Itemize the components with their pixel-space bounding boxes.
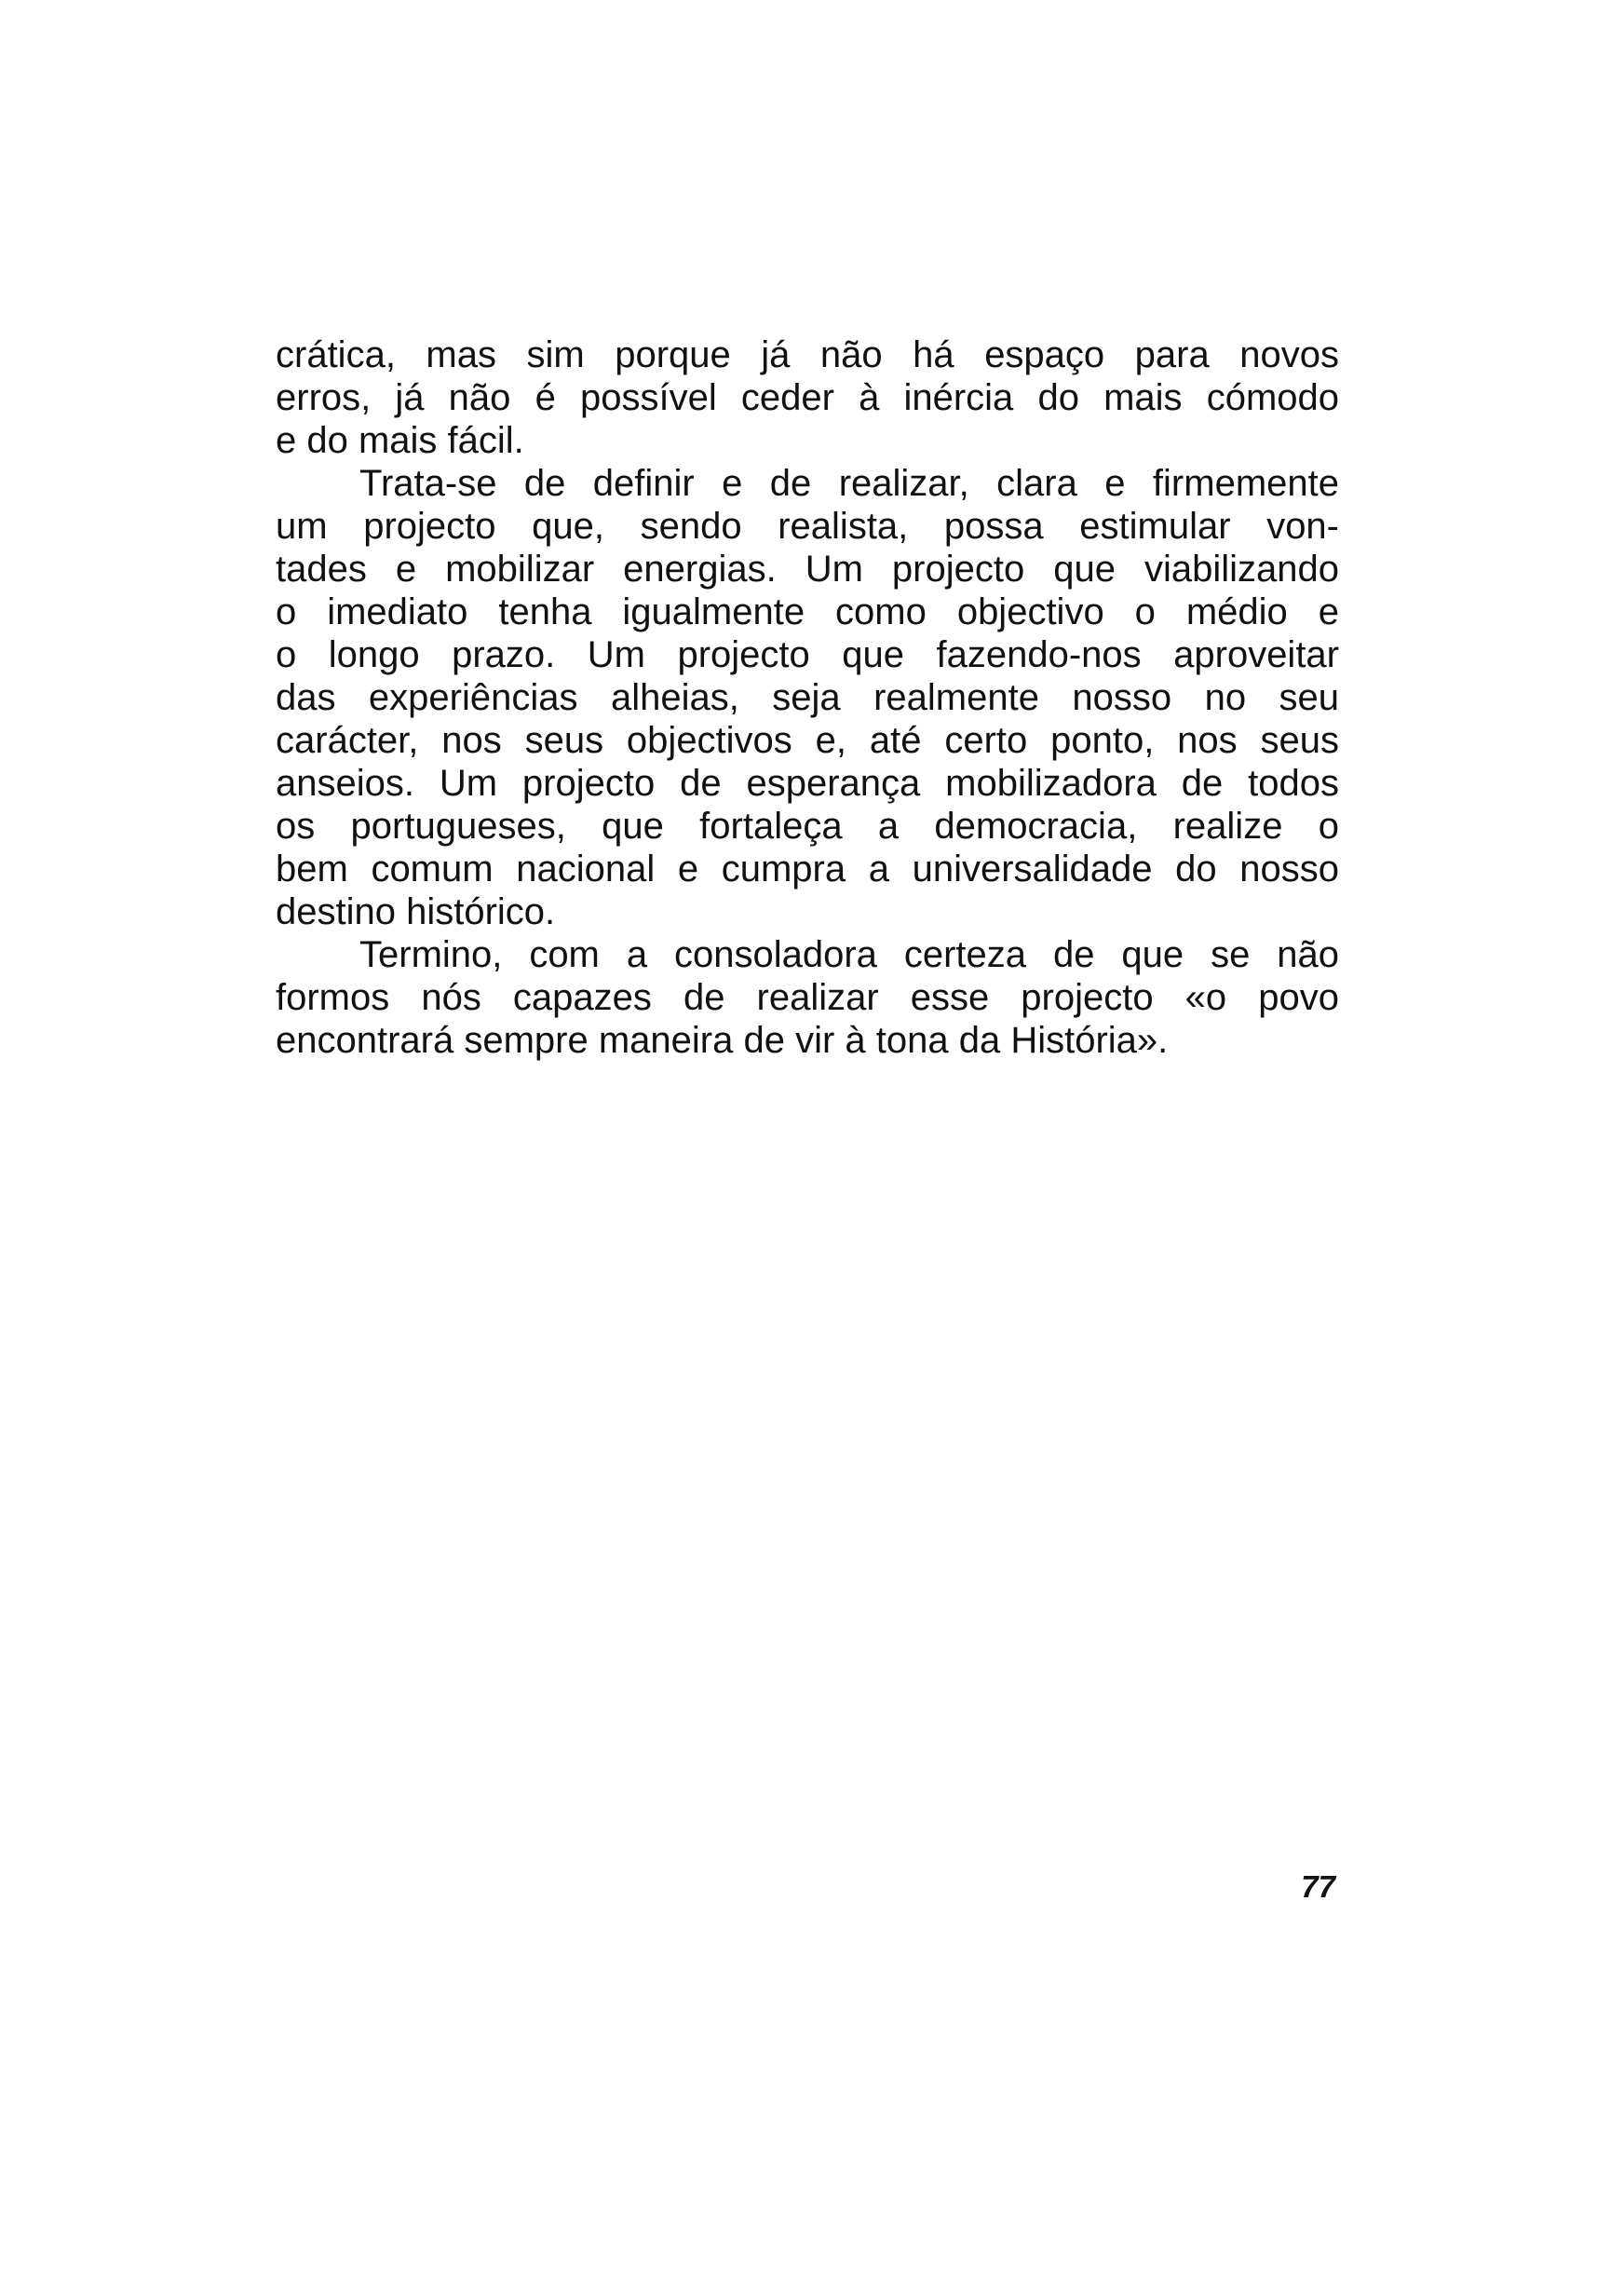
text-line: crática, mas sim porque já não há espaço para novos [276, 334, 1339, 375]
text-line: das experiências alheias, seja realmente nosso no seu [276, 677, 1339, 718]
body-text [276, 333, 1339, 1062]
text-line: um projecto que, sendo realista, possa estimular von- [276, 506, 1339, 547]
text-line: carácter, nos seus objectivos e, até certo ponto, nos seus [276, 720, 1339, 761]
text-line: anseios. Um projecto de esperança mobilizadora de todos [276, 763, 1339, 804]
text-line: o imediato tenha igualmente como objectivo o médio e [276, 591, 1339, 632]
text-line: erros, já não é possível ceder à inércia do mais cómodo [276, 377, 1339, 418]
text-line: tades e mobilizar energias. Um projecto que viabilizando [276, 549, 1339, 590]
text-line: os portugueses, que fortaleça a democracia, realize o [276, 806, 1339, 847]
text-line: bem comum nacional e cumpra a universalidade do nosso [276, 849, 1339, 889]
text-line: Termino, com a consoladora certeza de que se não [359, 934, 1339, 975]
text-line: e do mais fácil. [276, 420, 524, 461]
text-line: destino histórico. [276, 891, 556, 932]
text-line: formos nós capazes de realizar esse projecto «o povo [276, 977, 1339, 1018]
text-line: Trata-se de definir e de realizar, clara e firmemente [359, 463, 1339, 504]
text-line: o longo prazo. Um projecto que fazendo-nos aproveitar [276, 634, 1339, 675]
page-number: 77 [1301, 1869, 1335, 1904]
text-line: encontrará sempre maneira de vir à tona da História». [276, 1020, 1169, 1061]
